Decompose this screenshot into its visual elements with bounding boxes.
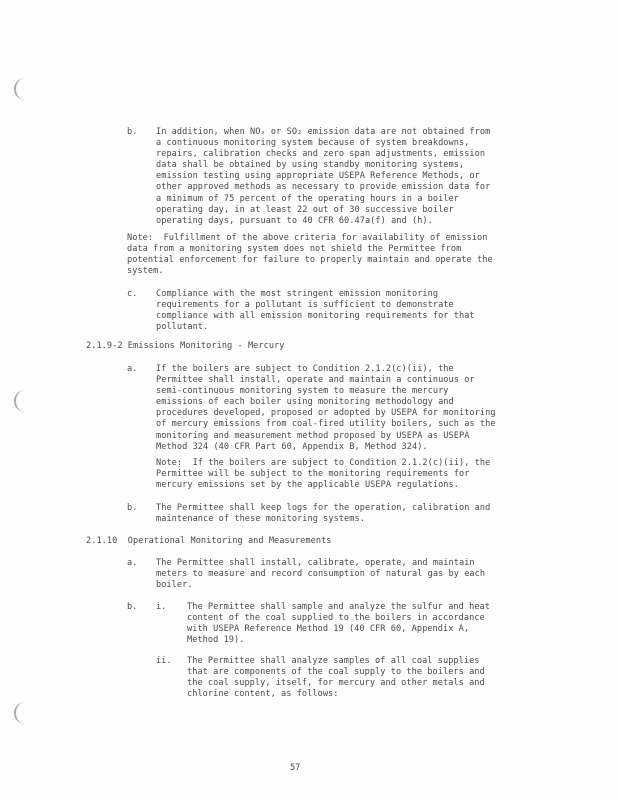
paragraph-c: Compliance with the most stringent emission monitoring requirements for a pollutant is sufficient to demonstrate compliance with all emission monitoring requirements for that pollutant.: [156, 289, 475, 333]
binder-hole-mark: [14, 78, 26, 100]
paragraph-operational-b-ii: The Permittee shall analyze samples of all coal supplies that are components of the coal supply to the boilers and the coal supply, itself, for mercury and other metals and chlorine content, as follows:: [187, 656, 485, 700]
binder-hole-mark: [14, 390, 26, 412]
item-label-operational-b: b.: [127, 602, 138, 612]
binder-hole-mark: [14, 702, 26, 724]
item-label-mercury-b: b.: [127, 503, 138, 513]
note-mercury: Note: If the boilers are subject to Condition 2.1.2(c)(ii), the Permittee will be subject to the monitoring requirements for mercury emissions set by the applicable USEPA regulations.: [156, 458, 491, 491]
item-label-c: c.: [127, 289, 138, 299]
page-number: 57: [290, 763, 301, 773]
subitem-label-i: i.: [156, 602, 167, 612]
paragraph-operational-b-i: The Permittee shall sample and analyze the sulfur and heat content of the coal supplied to the boilers in accordance with USEPA Reference Method 19 (40 CFR 60, Appendix A, Method 19).: [187, 602, 490, 646]
paragraph-operational-a: The Permittee shall install, calibrate, operate, and maintain meters to measure and record consumption of natural gas by each boiler.: [156, 558, 486, 591]
subitem-label-ii: ii.: [156, 656, 172, 666]
paragraph-mercury-b: The Permittee shall keep logs for the operation, calibration and maintenance of these monitoring systems.: [156, 503, 491, 525]
paragraph-b: In addition, when NOₓ or SO₂ emission data are not obtained from a continuous monitoring system because of system breakdowns, repairs, calibration checks and zero span adjustments, emission data shall be obtained by using standby monitoring systems, emission testing using appropriate USEPA Reference Methods, or other approved methods as necessary to provide emission data for a minimum of 75 percent of the operating hours in a boiler operating day, in at least 22 out of 30 successive boiler operating days, pursuant to 40 CFR 60.47a(f) and (h).: [156, 127, 491, 226]
item-label-operational-a: a.: [127, 558, 138, 568]
item-label-mercury-a: a.: [127, 364, 138, 374]
note-availability: Note: Fulfillment of the above criteria for availability of emission data from a monitoring system does not shield the Permittee from potential enforcement for failure to properly maintain and operate the system.: [127, 233, 493, 277]
section-heading-operational: 2.1.10 Operational Monitoring and Measurements: [86, 536, 332, 546]
section-heading-mercury: 2.1.9-2 Emissions Monitoring - Mercury: [86, 341, 285, 351]
item-label-b: b.: [127, 127, 138, 137]
paragraph-mercury-a: If the boilers are subject to Condition 2.1.2(c)(ii), the Permittee shall install, operate and maintain a continuous or semi-continuous monitoring system to measure the mercury emissions of each boiler using monitoring methodology and procedures developed, proposed or adopted by USEPA for monitoring of mercury emissions from coal-fired utility boilers, such as the monitoring and measurement method proposed by USEPA as USEPA Method 324 (40 CFR Part 60, Appendix B, Method 324).: [156, 364, 496, 452]
